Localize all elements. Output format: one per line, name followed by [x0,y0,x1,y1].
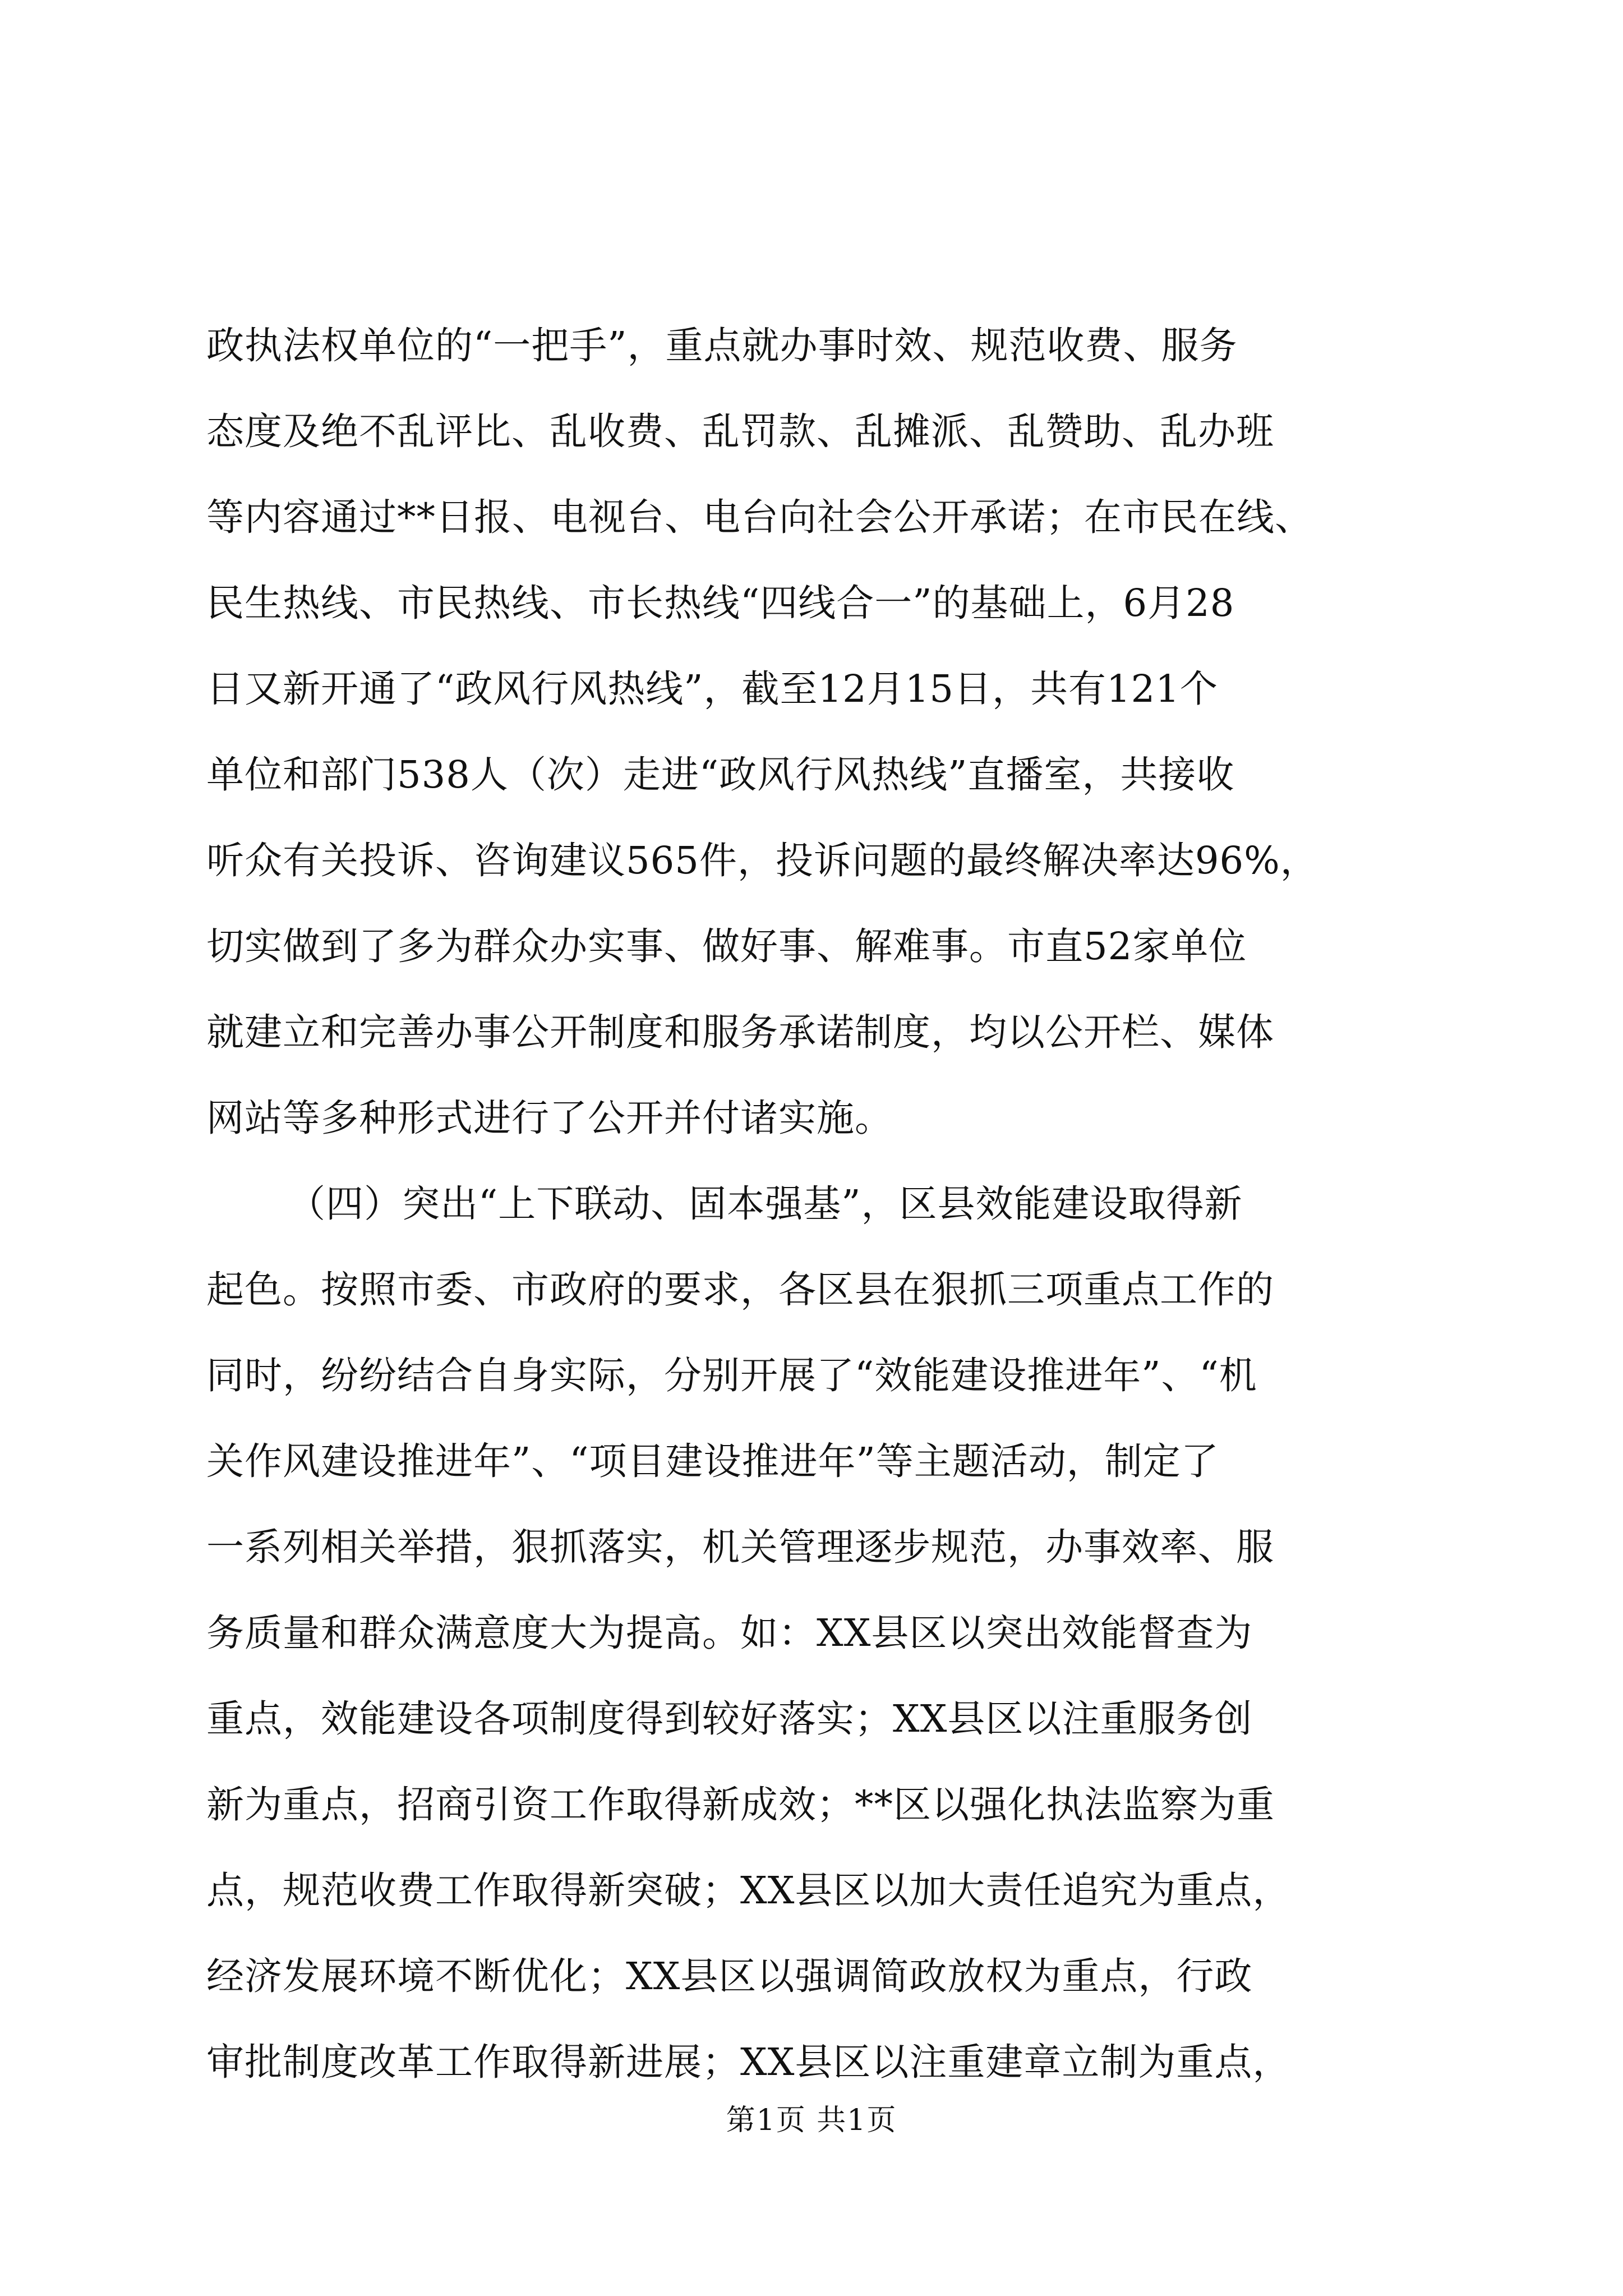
section-heading-line: （四）突出“上下联动、固本强基”，区县效能建设取得新 [288,1182,1243,1226]
text-line: 新为重点，招商引资工作取得新成效；**区以强化执法监察为重 [206,1783,1275,1826]
text-line: 等内容通过**日报、电视台、电台向社会公开承诺；在市民在线、 [206,495,1313,539]
text-line: 切实做到了多为群众办实事、做好事、解难事。市直52家单位 [206,924,1247,968]
text-line: 日又新开通了“政风行风热线”，截至12月15日，共有121个 [206,667,1218,711]
text-line: 同时，纷纷结合自身实际，分别开展了“效能建设推进年”、“机 [206,1354,1257,1397]
text-line: 点，规范收费工作取得新突破；XX县区以加大责任追究为重点， [206,1869,1291,1912]
text-line: 民生热线、市民热线、市长热线“四线合一”的基础上，6月28 [206,581,1235,625]
text-line: 经济发展环境不断优化；XX县区以强调简政放权为重点，行政 [206,1954,1253,1998]
text-line: 网站等多种形式进行了公开并付诸实施。 [206,1096,893,1140]
text-line: 重点，效能建设各项制度得到较好落实；XX县区以注重服务创 [206,1697,1253,1741]
text-line: 态度及绝不乱评比、乱收费、乱罚款、乱摊派、乱赞助、乱办班 [206,409,1274,453]
text-line: 审批制度改革工作取得新进展；XX县区以注重建章立制为重点， [206,2040,1291,2084]
text-line: 政执法权单位的“一把手”，重点就办事时效、规范收费、服务 [206,324,1238,367]
page-footer [0,2098,1623,2143]
text-line: 关作风建设推进年”、“项目建设推进年”等主题活动，制定了 [206,1439,1219,1483]
text-line: 一系列相关举措，狠抓落实，机关管理逐步规范，办事效率、服 [206,1525,1274,1569]
text-line: 务质量和群众满意度大为提高。如：XX县区以突出效能督查为 [206,1611,1253,1655]
text-line: 就建立和完善办事公开制度和服务承诺制度，均以公开栏、媒体 [206,1010,1274,1054]
text-line: 单位和部门538人（次）走进“政风行风热线”直播室，共接收 [206,753,1235,797]
page-number: 第1页 共1页 [726,2104,897,2137]
text-line: 听众有关投诉、咨询建议565件，投诉问题的最终解决率达96%， [206,839,1318,882]
text-line: 起色。按照市委、市政府的要求，各区县在狠抓三项重点工作的 [206,1268,1274,1312]
document-body [206,303,1463,2105]
